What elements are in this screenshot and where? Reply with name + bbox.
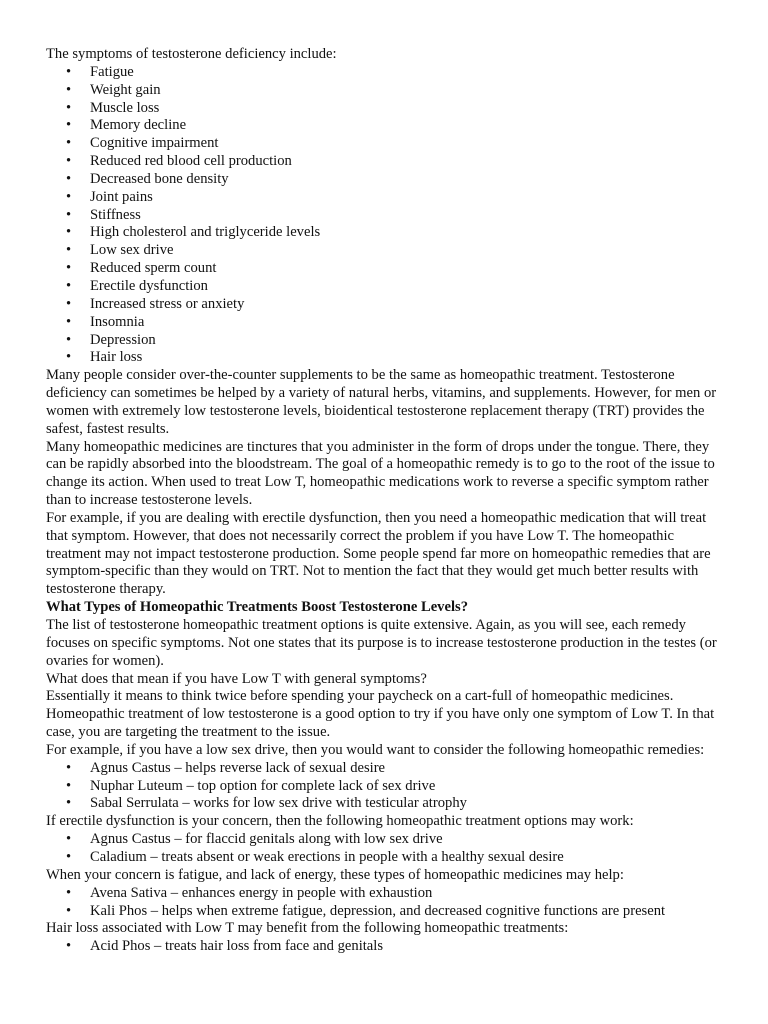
list-item: • Increased stress or anxiety [66, 295, 245, 312]
bullet-icon: • [66, 277, 72, 294]
bullet-icon: • [66, 99, 72, 116]
bullet-icon: • [66, 902, 72, 919]
bullet-icon: • [66, 295, 72, 312]
intro-text: The symptoms of testosterone deficiency include: [46, 46, 337, 62]
sex-drive-remedies-list [46, 760, 726, 814]
list-item: • Cognitive impairment [66, 135, 219, 152]
section-heading: What Types of Homeopathic Treatments Boost Testosterone Levels? [46, 599, 468, 616]
list-item: • Depression [66, 331, 156, 348]
list-item: • Sabal Serrulata – works for low sex drive with testicular atrophy [66, 795, 467, 812]
paragraph-erectile-example: For example, if you are dealing with erectile dysfunction, then you need a homeopathic medication that will treat that symptom. However, that does not necessarily correct the problem if you have Low T. The homeopathic treatment may not impact testosterone production. Some people spend far more on homeopathic remedies that are symptom-specific than they would on TRT. Not to mention the fact that they would get much better results with testosterone therapy. [46, 509, 711, 598]
list-item: • Reduced red blood cell production [66, 153, 292, 170]
bullet-icon: • [66, 81, 72, 98]
list-item: • Kali Phos – helps when extreme fatigue, depression, and decreased cognitive functions are present [66, 902, 666, 919]
list-item: • Low sex drive [66, 242, 174, 259]
paragraph-tinctures: Many homeopathic medicines are tinctures that you administer in the form of drops under the tongue. There, they can be rapidly absorbed into the bloodstream. The goal of a homeopathic remedy is to go to the root of the issue to change its action. When used to treat Low T, homeopathic medications work to reverse a specific symptom rather than to increase testosterone levels. [46, 438, 715, 509]
list-item: • Fatigue [66, 63, 134, 80]
bullet-icon: • [66, 349, 72, 366]
bullet-icon: • [66, 777, 72, 794]
symptoms-list [46, 64, 726, 367]
list-item: • Insomnia [66, 313, 145, 330]
document-page [46, 46, 726, 956]
list-item: • Nuphar Luteum – top option for complete lack of sex drive [66, 777, 436, 794]
bullet-icon: • [66, 848, 72, 865]
bullet-icon: • [66, 795, 72, 812]
paragraph-think-twice: Essentially it means to think twice before spending your paycheck on a cart-full of homeopathic medicines. Homeopathic treatment of low testosterone is a good option to try if you have only one symptom of Low T. In that case, you are targeting the treatment to the issue. [46, 688, 715, 741]
list-item: • Decreased bone density [66, 170, 229, 187]
list-item: • Avena Sativa – enhances energy in people with exhaustion [66, 884, 433, 901]
bullet-icon: • [66, 206, 72, 223]
paragraph-fatigue-intro: When your concern is fatigue, and lack of energy, these types of homeopathic medicines may help: [46, 866, 624, 883]
bullet-icon: • [66, 938, 72, 955]
bullet-icon: • [66, 260, 72, 277]
bullet-icon: • [66, 63, 72, 80]
bullet-icon: • [66, 313, 72, 330]
bullet-icon: • [66, 117, 72, 134]
bullet-icon: • [66, 188, 72, 205]
paragraph-ed-intro: If erectile dysfunction is your concern, then the following homeopathic treatment options may work: [46, 813, 634, 830]
list-item: • Caladium – treats absent or weak erections in people with a healthy sexual desire [66, 848, 564, 865]
bullet-icon: • [66, 153, 72, 170]
bullet-icon: • [66, 242, 72, 259]
list-item: • Agnus Castus – helps reverse lack of sexual desire [66, 759, 386, 776]
list-item: • Hair loss [66, 349, 143, 366]
list-item: • Weight gain [66, 81, 161, 98]
list-item: • Acid Phos – treats hair loss from face and genitals [66, 938, 384, 955]
paragraph-sex-drive-intro: For example, if you have a low sex drive, then you would want to consider the following homeopathic remedies: [46, 741, 705, 758]
list-item: • Muscle loss [66, 99, 160, 116]
bullet-icon: • [66, 884, 72, 901]
list-item: • Agnus Castus – for flaccid genitals along with low sex drive [66, 831, 443, 848]
list-item: • Reduced sperm count [66, 260, 217, 277]
bullet-icon: • [66, 831, 72, 848]
bullet-icon: • [66, 331, 72, 348]
paragraph-hair-loss-intro: Hair loss associated with Low T may benefit from the following homeopathic treatments: [46, 920, 569, 937]
fatigue-remedies-list [46, 885, 726, 921]
list-item: • Memory decline [66, 117, 187, 134]
bullet-icon: • [66, 170, 72, 187]
paragraph-question: What does that mean if you have Low T with general symptoms? [46, 670, 427, 687]
list-item: • Joint pains [66, 188, 153, 205]
bullet-icon: • [66, 135, 72, 152]
list-item: • Erectile dysfunction [66, 277, 208, 294]
paragraph-treatment-list: The list of testosterone homeopathic treatment options is quite extensive. Again, as you will see, each remedy focuses on specific symptoms. Not one states that its purpose is to increase testosterone production in the testes (or ovaries for women). [46, 617, 717, 669]
bullet-icon: • [66, 759, 72, 776]
list-item: • Stiffness [66, 206, 141, 223]
bullet-icon: • [66, 224, 72, 241]
hair-remedies-list [46, 938, 726, 956]
paragraph-supplements: Many people consider over-the-counter supplements to be the same as homeopathic treatment. Testosterone deficiency can sometimes be helped by a variety of natural herbs, vitamins, and supplements. However, for men or women with extremely low testosterone levels, bioidentical testosterone replacement therapy (TRT) provides the safest, fastest results. [46, 367, 717, 437]
list-item: • High cholesterol and triglyceride levels [66, 224, 321, 241]
ed-remedies-list [46, 831, 726, 867]
